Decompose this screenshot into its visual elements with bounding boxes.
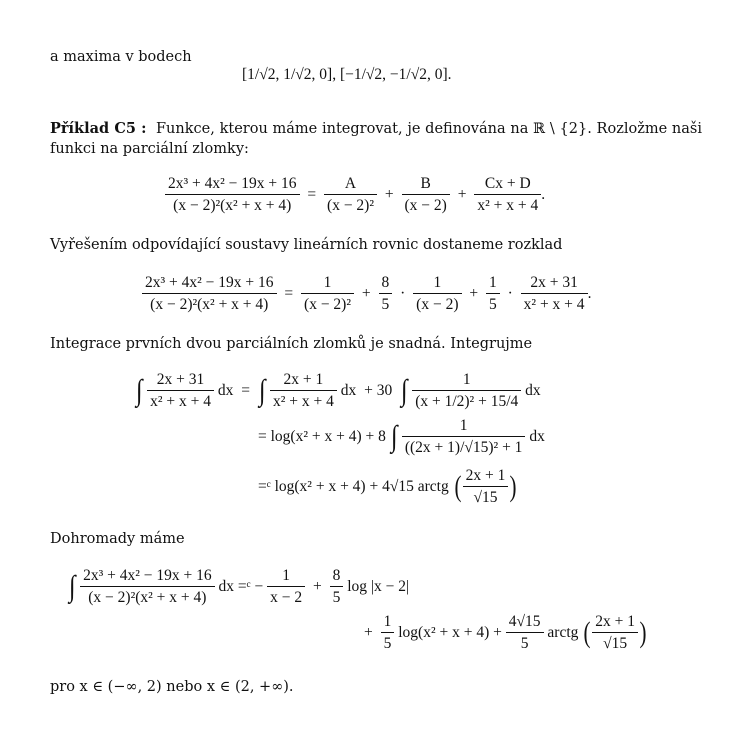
integral-sign: ∫ (400, 373, 408, 407)
maxima-points: [1/√2, 1/√2, 0], [−1/√2, −1/√2, 0]. (242, 66, 452, 83)
integral-sign: ∫ (68, 569, 76, 603)
fraction: $\frac{B}{(x - 2)}$ (402, 176, 450, 213)
equation-partial-fractions: $\frac{\text{2x³ + 4x² − 19x + 16}}{\text{(x − 2)²(x² + x + 4)}}$ = $\frac{A}{\text{(x − 2)²}}$ + $\frac{B}{(x - 2)}$ + $\frac{Cx + D}{\text{x² + x + 4}}$ . (165, 176, 545, 213)
text-integration: Integrace prvních dvou parciálních zlomků je snadná. Integrujme (50, 336, 533, 352)
integral-line-2: = log(x² + x + 4) + 8 ∫ $\frac{1}{\text{((2x + 1)/√15)² + 1}}$ dx (258, 417, 545, 456)
integral-sign: ∫ (258, 373, 266, 407)
fraction: $\frac{A}{\text{(x − 2)²}}$ (324, 176, 377, 213)
integral-sign: ∫ (390, 419, 398, 453)
result-line-1: ∫ $\frac{\text{2x³ + 4x² − 19x + 16}}{\text{(x − 2)²(x² + x + 4)}}$ dx =ᶜ − $\frac{1}{x - 2}$ + $\frac{8}{5}$ log |x − 2| (68, 567, 410, 606)
equation-decomposition: $\frac{\text{2x³ + 4x² − 19x + 16}}{\text{(x − 2)²(x² + x + 4)}}$ = $\frac{1}{\text{(x − 2)²}}$ + $\frac{8}{5}$ · $\frac{1}{(x - 2)}$ + $\frac{1}{5}$ · $\frac{2x + 31}{\text{x² + x + 4}}$ . (142, 275, 591, 312)
result-line-2: + $\frac{1}{5}$ log(x² + x + 4) + $\frac{4√15}{5}$ arctg ( $\frac{2x + 1}{√15}$ ) (364, 613, 647, 652)
example-paragraph (50, 119, 702, 159)
fraction: $\frac{Cx + D}{\text{x² + x + 4}}$ (474, 176, 541, 213)
text-domain: pro x ∈ (−∞, 2) nebo x ∈ (2, +∞). (50, 679, 294, 695)
fraction: $\frac{\text{2x³ + 4x² − 19x + 16}}{\text{(x − 2)²(x² + x + 4)}}$ (165, 176, 300, 213)
example-heading: Příklad C5 : (50, 120, 147, 137)
text-together: Dohromady máme (50, 531, 185, 547)
example-text: Funkce, kterou máme integrovat, je definována na ℝ \ {2}. Rozložme naši funkci na parciální zlomky: (50, 121, 702, 157)
integral-line-1: ∫ $\frac{2x + 31}{\text{x² + x + 4}}$ dx = ∫ $\frac{2x + 1}{\text{x² + x + 4}}$ dx + 30 ∫ $\frac{1}{\text{(x + 1/2)² + 15/4}}$ dx (135, 371, 541, 410)
integral-line-3: =ᶜ log(x² + x + 4) + 4√15 arctg ( $\frac{2x + 1}{√15}$ ) (258, 467, 517, 506)
intro-text: a maxima v bodech (50, 49, 192, 65)
integral-sign: ∫ (135, 373, 143, 407)
text-solution: Vyřešením odpovídající soustavy lineárních rovnic dostaneme rozklad (50, 237, 563, 253)
